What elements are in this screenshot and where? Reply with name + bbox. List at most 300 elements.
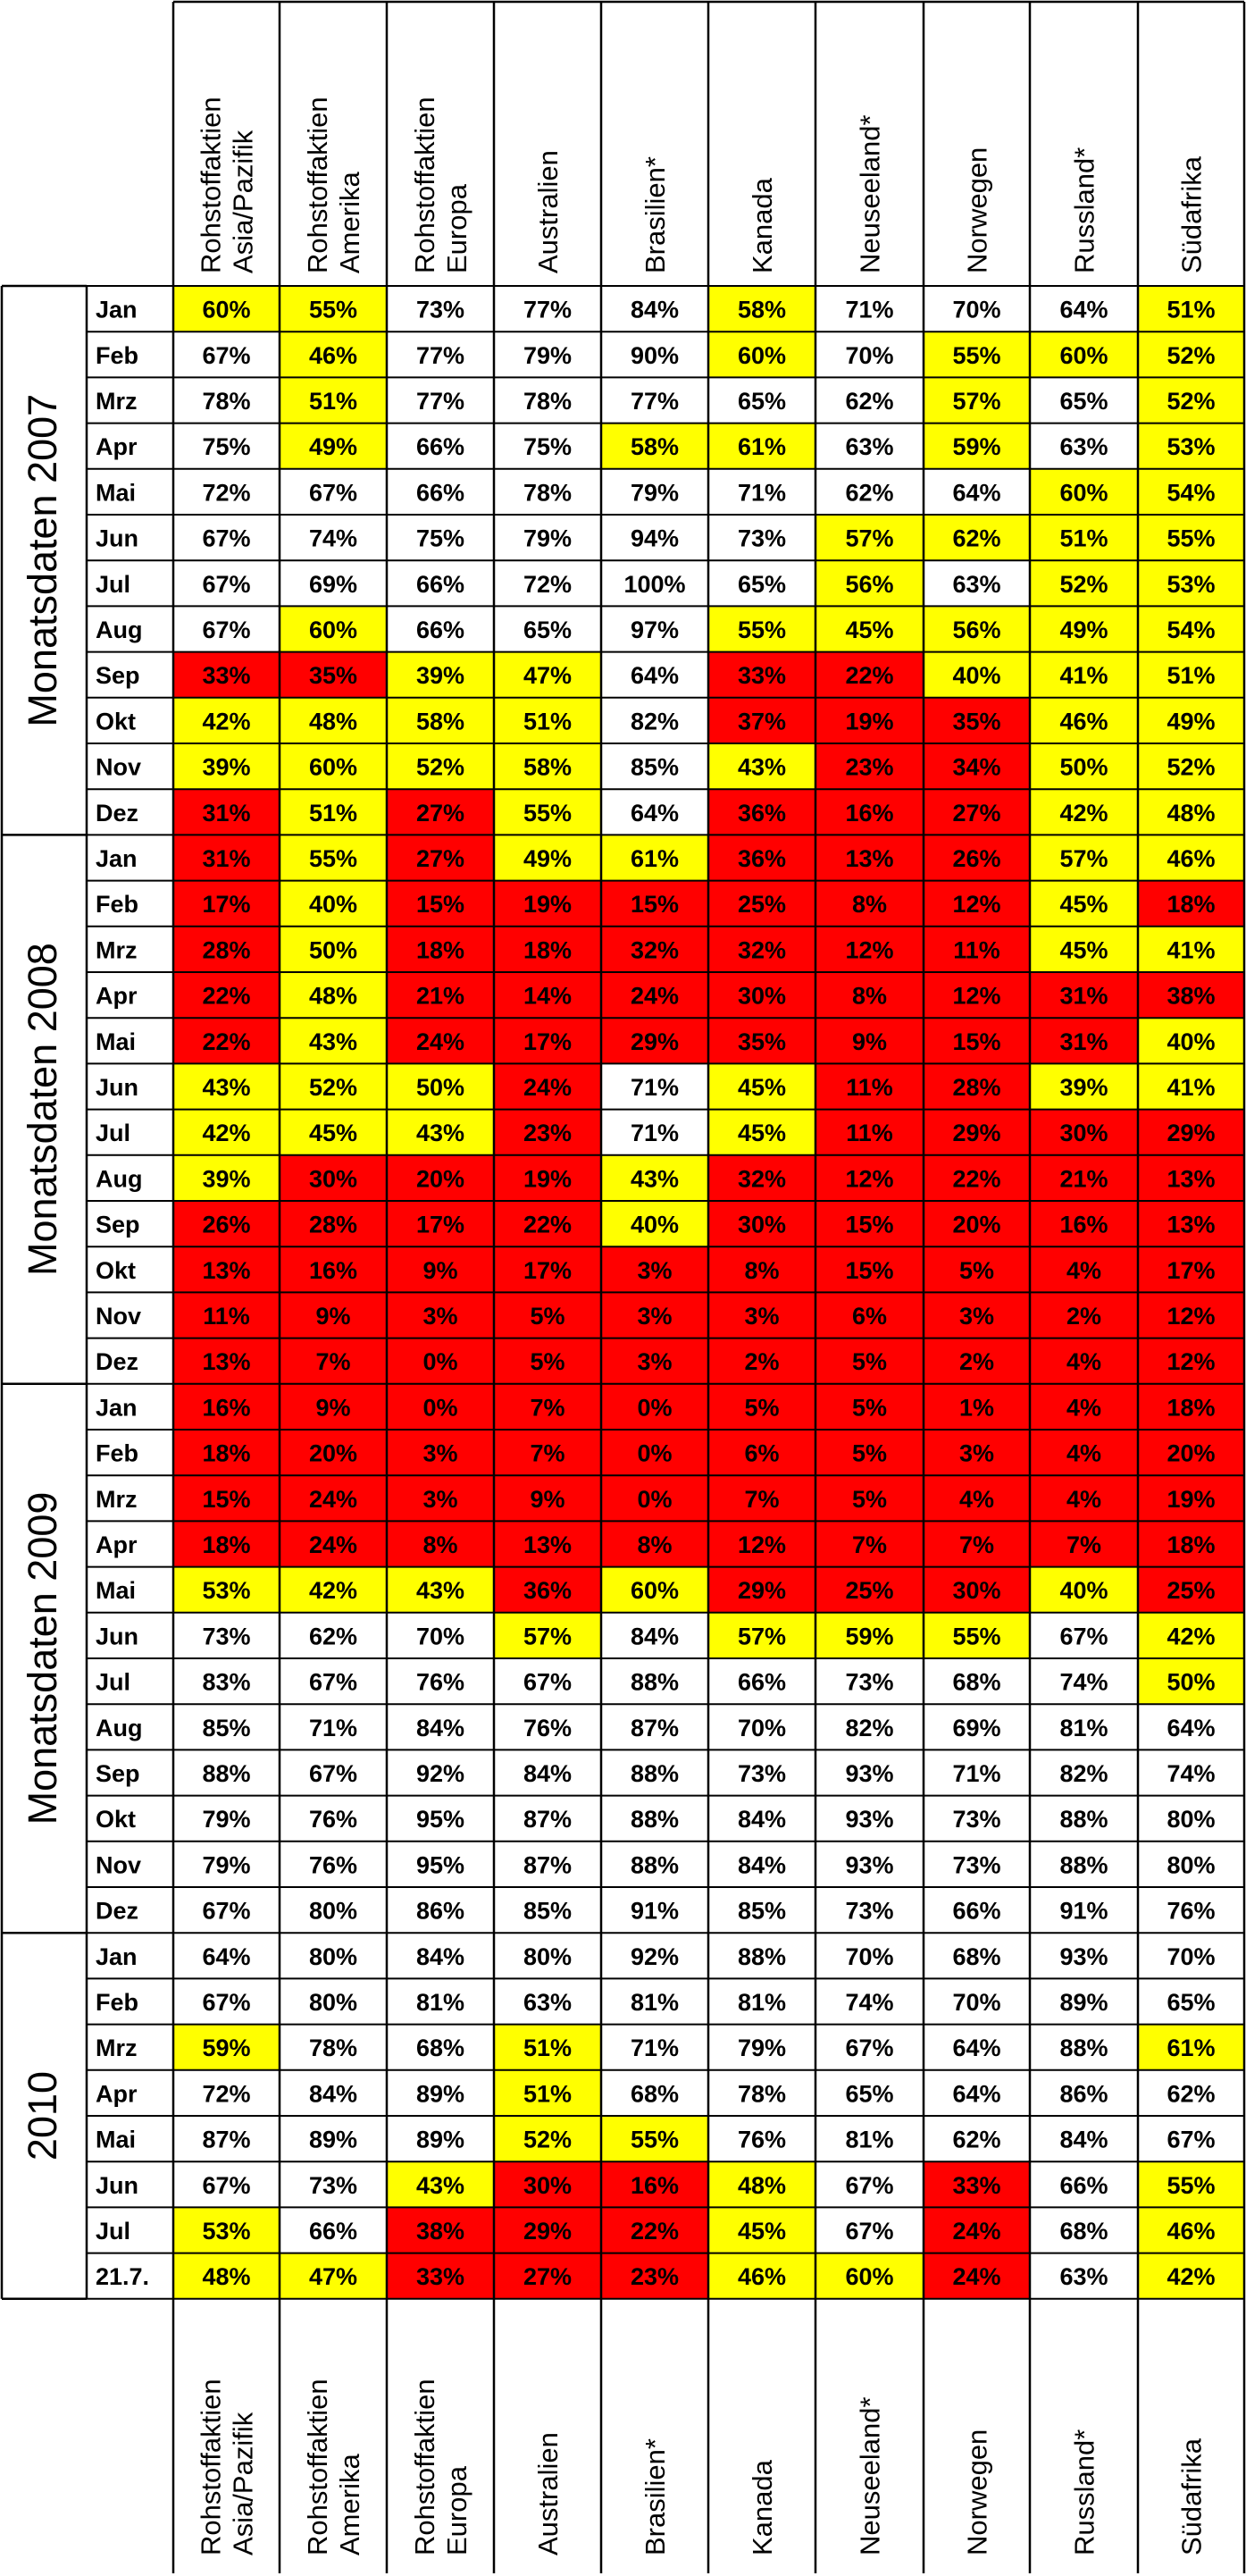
cell-value: 9% bbox=[422, 1256, 458, 1284]
cell-value: 67% bbox=[202, 1897, 251, 1925]
cell-value: 43% bbox=[308, 1028, 358, 1055]
cell-value: 13% bbox=[202, 1348, 251, 1376]
cell-value: 67% bbox=[845, 2171, 894, 2199]
cell-value: 66% bbox=[415, 433, 465, 461]
cell-value: 88% bbox=[202, 1760, 251, 1787]
cell-value: 78% bbox=[308, 2035, 358, 2062]
cell-value: 40% bbox=[630, 1211, 680, 1238]
cell-value: 20% bbox=[308, 1439, 358, 1467]
cell-value: 6% bbox=[744, 1439, 780, 1467]
cell-value: 95% bbox=[415, 1806, 465, 1833]
cell-value: 45% bbox=[1059, 936, 1108, 964]
cell-value: 28% bbox=[202, 936, 251, 964]
cell-value: 17% bbox=[415, 1211, 465, 1238]
cell-value: 55% bbox=[630, 2126, 680, 2153]
cell-value: 20% bbox=[415, 1165, 465, 1193]
cell-value: 12% bbox=[1167, 1303, 1216, 1330]
cell-value: 66% bbox=[952, 1897, 1001, 1925]
cell-value: 74% bbox=[845, 1989, 894, 2016]
column-header-bottom: Rohstoffaktien bbox=[302, 2379, 333, 2555]
cell-value: 16% bbox=[308, 1256, 358, 1284]
month-label: Apr bbox=[96, 982, 138, 1010]
cell-value: 63% bbox=[1059, 433, 1108, 461]
cell-value: 67% bbox=[202, 617, 251, 643]
cell-value: 11% bbox=[846, 1074, 893, 1101]
cell-value: 67% bbox=[845, 2218, 894, 2245]
cell-value: 76% bbox=[415, 1668, 465, 1696]
cell-value: 46% bbox=[308, 341, 358, 369]
cell-value: 80% bbox=[308, 1989, 358, 2016]
cell-value: 5% bbox=[530, 1303, 565, 1330]
cell-value: 87% bbox=[523, 1806, 573, 1833]
month-label: Mrz bbox=[96, 2035, 138, 2062]
cell-value: 49% bbox=[308, 433, 358, 461]
cell-value: 89% bbox=[308, 2126, 358, 2153]
cell-value: 77% bbox=[415, 388, 465, 415]
cell-value: 78% bbox=[523, 479, 573, 507]
cell-value: 90% bbox=[630, 341, 680, 369]
cell-value: 26% bbox=[202, 1211, 251, 1238]
column-header-bottom: Norwegen bbox=[961, 2429, 993, 2555]
cell-value: 66% bbox=[415, 617, 465, 643]
cell-value: 9% bbox=[530, 1485, 565, 1513]
cell-value: 81% bbox=[630, 1989, 680, 2016]
cell-value: 85% bbox=[202, 1714, 251, 1741]
cell-value: 73% bbox=[308, 2171, 358, 2199]
column-header-bottom: Amerika bbox=[334, 2454, 365, 2555]
cell-value: 88% bbox=[630, 1851, 680, 1879]
cell-value: 27% bbox=[415, 799, 465, 827]
cell-value: 28% bbox=[308, 1211, 358, 1238]
cell-value: 55% bbox=[523, 799, 573, 827]
column-header-top: Neuseeland* bbox=[854, 114, 886, 273]
cell-value: 93% bbox=[845, 1806, 894, 1833]
cell-value: 62% bbox=[845, 388, 894, 415]
cell-value: 15% bbox=[952, 1028, 1001, 1055]
cell-value: 23% bbox=[630, 2263, 680, 2291]
cell-value: 14% bbox=[523, 982, 573, 1010]
cell-value: 74% bbox=[1167, 1760, 1216, 1787]
cell-value: 58% bbox=[737, 296, 787, 323]
cell-value: 64% bbox=[630, 799, 680, 827]
cell-value: 47% bbox=[523, 662, 573, 690]
cell-value: 92% bbox=[415, 1760, 465, 1787]
cell-value: 3% bbox=[422, 1439, 458, 1467]
cell-value: 30% bbox=[737, 982, 787, 1010]
cell-value: 76% bbox=[308, 1806, 358, 1833]
month-label: Jun bbox=[96, 1623, 139, 1650]
cell-value: 64% bbox=[952, 479, 1001, 507]
cell-value: 79% bbox=[523, 341, 573, 369]
month-label: Jan bbox=[96, 296, 138, 323]
cell-value: 7% bbox=[851, 1531, 888, 1558]
cell-value: 75% bbox=[202, 433, 251, 461]
cell-value: 93% bbox=[1059, 1942, 1108, 1970]
month-label: Apr bbox=[96, 1531, 138, 1558]
cell-value: 2% bbox=[744, 1348, 780, 1376]
cell-value: 73% bbox=[952, 1806, 1001, 1833]
cell-value: 55% bbox=[308, 845, 358, 872]
cell-value: 22% bbox=[202, 982, 251, 1010]
column-header-top: Amerika bbox=[334, 172, 365, 273]
cell-value: 72% bbox=[523, 570, 573, 598]
cell-value: 51% bbox=[1059, 524, 1108, 552]
cell-value: 81% bbox=[737, 1989, 787, 2016]
cell-value: 86% bbox=[415, 1897, 465, 1925]
cell-value: 65% bbox=[737, 570, 787, 598]
cell-value: 24% bbox=[523, 1074, 573, 1101]
cell-value: 22% bbox=[630, 2218, 680, 2245]
cell-value: 52% bbox=[1059, 570, 1108, 598]
cell-value: 92% bbox=[630, 1942, 680, 1970]
cell-value: 0% bbox=[422, 1394, 458, 1422]
cell-value: 54% bbox=[1167, 617, 1216, 643]
cell-value: 0% bbox=[422, 1348, 458, 1376]
month-label: Aug bbox=[96, 1165, 143, 1193]
column-header-bottom: Australien bbox=[532, 2432, 564, 2555]
month-label: Jul bbox=[96, 2218, 131, 2245]
cell-value: 73% bbox=[845, 1897, 894, 1925]
cell-value: 91% bbox=[1059, 1897, 1108, 1925]
cell-value: 9% bbox=[315, 1303, 351, 1330]
cell-value: 17% bbox=[523, 1256, 573, 1284]
cell-value: 30% bbox=[1059, 1120, 1108, 1147]
cell-value: 22% bbox=[845, 662, 894, 690]
cell-value: 9% bbox=[851, 1028, 888, 1055]
cell-value: 80% bbox=[308, 1942, 358, 1970]
cell-value: 36% bbox=[737, 799, 787, 827]
cell-value: 82% bbox=[1059, 1760, 1108, 1787]
column-header-top: Norwegen bbox=[961, 147, 993, 273]
cell-value: 61% bbox=[737, 433, 787, 461]
cell-value: 46% bbox=[1059, 708, 1108, 735]
cell-value: 84% bbox=[737, 1806, 787, 1833]
cell-value: 61% bbox=[1167, 2035, 1216, 2062]
column-header-top: Russland* bbox=[1068, 147, 1100, 273]
cell-value: 45% bbox=[737, 1120, 787, 1147]
cell-value: 43% bbox=[737, 753, 787, 781]
cell-value: 66% bbox=[415, 479, 465, 507]
cell-value: 50% bbox=[1167, 1668, 1216, 1696]
cell-value: 41% bbox=[1167, 1074, 1216, 1101]
cell-value: 48% bbox=[202, 2263, 251, 2291]
cell-value: 84% bbox=[737, 1851, 787, 1879]
cell-value: 60% bbox=[1059, 479, 1108, 507]
cell-value: 11% bbox=[846, 1120, 893, 1147]
cell-value: 31% bbox=[1059, 982, 1108, 1010]
month-label: Mrz bbox=[96, 388, 138, 415]
cell-value: 45% bbox=[737, 1074, 787, 1101]
month-label: Aug bbox=[96, 617, 143, 643]
cell-value: 70% bbox=[952, 1989, 1001, 2016]
cell-value: 13% bbox=[1167, 1211, 1216, 1238]
cell-value: 88% bbox=[1059, 2035, 1108, 2062]
month-label: Jul bbox=[96, 1668, 131, 1696]
cell-value: 12% bbox=[845, 936, 894, 964]
cell-value: 33% bbox=[202, 662, 251, 690]
cell-value: 42% bbox=[1167, 2263, 1216, 2291]
cell-value: 56% bbox=[845, 570, 894, 598]
cell-value: 51% bbox=[308, 388, 358, 415]
cell-value: 85% bbox=[523, 1897, 573, 1925]
cell-value: 12% bbox=[952, 982, 1001, 1010]
month-label: Jan bbox=[96, 1394, 138, 1422]
cell-value: 12% bbox=[737, 1531, 787, 1558]
cell-value: 27% bbox=[523, 2263, 573, 2291]
cell-value: 8% bbox=[637, 1531, 673, 1558]
cell-value: 60% bbox=[202, 296, 251, 323]
cell-value: 15% bbox=[202, 1485, 251, 1513]
cell-value: 24% bbox=[952, 2263, 1001, 2291]
cell-value: 87% bbox=[202, 2126, 251, 2153]
cell-value: 71% bbox=[630, 1074, 680, 1101]
cell-value: 4% bbox=[1066, 1256, 1102, 1284]
cell-value: 6% bbox=[851, 1303, 888, 1330]
month-label: Nov bbox=[96, 753, 142, 781]
cell-value: 77% bbox=[630, 388, 680, 415]
cell-value: 49% bbox=[1059, 617, 1108, 643]
cell-value: 70% bbox=[415, 1623, 465, 1650]
cell-value: 15% bbox=[415, 891, 465, 919]
cell-value: 75% bbox=[415, 524, 465, 552]
cell-value: 65% bbox=[1059, 388, 1108, 415]
cell-value: 55% bbox=[952, 341, 1001, 369]
cell-value: 76% bbox=[308, 1851, 358, 1879]
cell-value: 27% bbox=[952, 799, 1001, 827]
month-label: Jul bbox=[96, 1120, 131, 1147]
cell-value: 60% bbox=[308, 753, 358, 781]
cell-value: 17% bbox=[523, 1028, 573, 1055]
cell-value: 70% bbox=[845, 1942, 894, 1970]
cell-value: 51% bbox=[523, 708, 573, 735]
cell-value: 65% bbox=[523, 617, 573, 643]
cell-value: 52% bbox=[1167, 753, 1216, 781]
cell-value: 65% bbox=[1167, 1989, 1216, 2016]
cell-value: 53% bbox=[1167, 570, 1216, 598]
cell-value: 71% bbox=[308, 1714, 358, 1741]
cell-value: 73% bbox=[952, 1851, 1001, 1879]
cell-value: 77% bbox=[523, 296, 573, 323]
cell-value: 42% bbox=[202, 708, 251, 735]
cell-value: 5% bbox=[851, 1485, 888, 1513]
cell-value: 36% bbox=[523, 1577, 573, 1605]
cell-value: 75% bbox=[523, 433, 573, 461]
cell-value: 22% bbox=[202, 1028, 251, 1055]
cell-value: 16% bbox=[1059, 1211, 1108, 1238]
cell-value: 18% bbox=[1167, 891, 1216, 919]
month-label: Dez bbox=[96, 1897, 139, 1925]
cell-value: 13% bbox=[1167, 1165, 1216, 1193]
cell-value: 51% bbox=[523, 2080, 573, 2108]
cell-value: 57% bbox=[737, 1623, 787, 1650]
column-header-bottom: Südafrika bbox=[1175, 2438, 1208, 2555]
cell-value: 24% bbox=[415, 1028, 465, 1055]
cell-value: 72% bbox=[202, 2080, 251, 2108]
cell-value: 46% bbox=[737, 2263, 787, 2291]
cell-value: 64% bbox=[202, 1942, 251, 1970]
month-label: Aug bbox=[96, 1714, 143, 1741]
column-header-top: Asia/Pazifik bbox=[227, 130, 259, 273]
cell-value: 74% bbox=[1059, 1668, 1108, 1696]
cell-value: 19% bbox=[1167, 1485, 1216, 1513]
cell-value: 85% bbox=[737, 1897, 787, 1925]
cell-value: 23% bbox=[523, 1120, 573, 1147]
cell-value: 67% bbox=[523, 1668, 573, 1696]
cell-value: 5% bbox=[530, 1348, 565, 1376]
cell-value: 15% bbox=[630, 891, 680, 919]
cell-value: 18% bbox=[202, 1439, 251, 1467]
cell-value: 62% bbox=[952, 524, 1001, 552]
cell-value: 70% bbox=[737, 1714, 787, 1741]
column-header-bottom: Asia/Pazifik bbox=[227, 2412, 259, 2555]
cell-value: 22% bbox=[952, 1165, 1001, 1193]
cell-value: 52% bbox=[415, 753, 465, 781]
cell-value: 80% bbox=[1167, 1806, 1216, 1833]
cell-value: 62% bbox=[845, 479, 894, 507]
cell-value: 15% bbox=[845, 1211, 894, 1238]
cell-value: 55% bbox=[952, 1623, 1001, 1650]
cell-value: 60% bbox=[845, 2263, 894, 2291]
cell-value: 51% bbox=[1167, 296, 1216, 323]
cell-value: 57% bbox=[952, 388, 1001, 415]
cell-value: 31% bbox=[202, 799, 251, 827]
cell-value: 67% bbox=[202, 570, 251, 598]
month-label: Feb bbox=[96, 1989, 139, 2016]
cell-value: 3% bbox=[637, 1256, 673, 1284]
cell-value: 55% bbox=[737, 617, 787, 643]
cell-value: 79% bbox=[202, 1806, 251, 1833]
cell-value: 78% bbox=[737, 2080, 787, 2108]
cell-value: 57% bbox=[523, 1623, 573, 1650]
cell-value: 19% bbox=[845, 708, 894, 735]
month-label: Feb bbox=[96, 1439, 139, 1467]
cell-value: 12% bbox=[845, 1165, 894, 1193]
cell-value: 3% bbox=[637, 1348, 673, 1376]
cell-value: 17% bbox=[1167, 1256, 1216, 1284]
cell-value: 80% bbox=[308, 1897, 358, 1925]
cell-value: 63% bbox=[845, 433, 894, 461]
cell-value: 43% bbox=[415, 1577, 465, 1605]
cell-value: 7% bbox=[530, 1394, 565, 1422]
cell-value: 88% bbox=[630, 1760, 680, 1787]
cell-value: 87% bbox=[523, 1851, 573, 1879]
month-label: Apr bbox=[96, 2080, 138, 2108]
cell-value: 63% bbox=[523, 1989, 573, 2016]
month-label: Feb bbox=[96, 341, 139, 369]
month-label: Mai bbox=[96, 2126, 137, 2153]
cell-value: 52% bbox=[1167, 388, 1216, 415]
cell-value: 40% bbox=[308, 891, 358, 919]
cell-value: 40% bbox=[952, 662, 1001, 690]
month-label: Okt bbox=[96, 1256, 137, 1284]
cell-value: 93% bbox=[845, 1851, 894, 1879]
cell-value: 59% bbox=[952, 433, 1001, 461]
cell-value: 73% bbox=[415, 296, 465, 323]
cell-value: 42% bbox=[202, 1120, 251, 1147]
cell-value: 65% bbox=[737, 388, 787, 415]
cell-value: 93% bbox=[845, 1760, 894, 1787]
cell-value: 29% bbox=[737, 1577, 787, 1605]
cell-value: 53% bbox=[1167, 433, 1216, 461]
cell-value: 50% bbox=[415, 1074, 465, 1101]
cell-value: 66% bbox=[308, 2218, 358, 2245]
cell-value: 16% bbox=[202, 1394, 251, 1422]
cell-value: 66% bbox=[1059, 2171, 1108, 2199]
cell-value: 63% bbox=[1059, 2263, 1108, 2291]
month-label: Jun bbox=[96, 524, 139, 552]
cell-value: 69% bbox=[308, 570, 358, 598]
cell-value: 48% bbox=[308, 982, 358, 1010]
cell-value: 67% bbox=[308, 1668, 358, 1696]
cell-value: 79% bbox=[202, 1851, 251, 1879]
cell-value: 20% bbox=[952, 1211, 1001, 1238]
month-label: Mai bbox=[96, 1028, 137, 1055]
cell-value: 87% bbox=[630, 1714, 680, 1741]
cell-value: 67% bbox=[202, 524, 251, 552]
cell-value: 24% bbox=[952, 2218, 1001, 2245]
cell-value: 73% bbox=[737, 524, 787, 552]
cell-value: 17% bbox=[202, 891, 251, 919]
cell-value: 57% bbox=[1059, 845, 1108, 872]
cell-value: 29% bbox=[630, 1028, 680, 1055]
month-label: Nov bbox=[96, 1303, 142, 1330]
cell-value: 73% bbox=[202, 1623, 251, 1650]
cell-value: 88% bbox=[1059, 1806, 1108, 1833]
cell-value: 52% bbox=[1167, 341, 1216, 369]
cell-value: 0% bbox=[637, 1394, 673, 1422]
cell-value: 18% bbox=[415, 936, 465, 964]
cell-value: 67% bbox=[1167, 2126, 1216, 2153]
cell-value: 41% bbox=[1167, 936, 1216, 964]
month-label: Sep bbox=[96, 1211, 140, 1238]
cell-value: 57% bbox=[845, 524, 894, 552]
cell-value: 11% bbox=[203, 1303, 250, 1330]
cell-value: 50% bbox=[308, 936, 358, 964]
cell-value: 84% bbox=[415, 1942, 465, 1970]
cell-value: 64% bbox=[952, 2035, 1001, 2062]
cell-value: 45% bbox=[737, 2218, 787, 2245]
cell-value: 48% bbox=[737, 2171, 787, 2199]
cell-value: 33% bbox=[952, 2171, 1001, 2199]
cell-value: 50% bbox=[1059, 753, 1108, 781]
cell-value: 70% bbox=[952, 296, 1001, 323]
cell-value: 4% bbox=[1066, 1348, 1102, 1376]
column-header-bottom: Rohstoffaktien bbox=[409, 2379, 440, 2555]
cell-value: 20% bbox=[1167, 1439, 1216, 1467]
cell-value: 29% bbox=[1167, 1120, 1216, 1147]
cell-value: 60% bbox=[1059, 341, 1108, 369]
cell-value: 39% bbox=[415, 662, 465, 690]
cell-value: 25% bbox=[737, 891, 787, 919]
cell-value: 18% bbox=[523, 936, 573, 964]
cell-value: 71% bbox=[630, 2035, 680, 2062]
cell-value: 68% bbox=[630, 2080, 680, 2108]
cell-value: 47% bbox=[308, 2263, 358, 2291]
cell-value: 21% bbox=[415, 982, 465, 1010]
cell-value: 25% bbox=[845, 1577, 894, 1605]
cell-value: 89% bbox=[415, 2126, 465, 2153]
column-header-bottom: Europa bbox=[441, 2466, 472, 2555]
cell-value: 4% bbox=[1066, 1394, 1102, 1422]
cell-value: 7% bbox=[958, 1531, 995, 1558]
cell-value: 38% bbox=[415, 2218, 465, 2245]
cell-value: 82% bbox=[845, 1714, 894, 1741]
cell-value: 88% bbox=[1059, 1851, 1108, 1879]
cell-value: 60% bbox=[308, 617, 358, 643]
column-header-top: Europa bbox=[441, 184, 472, 273]
cell-value: 69% bbox=[952, 1714, 1001, 1741]
cell-value: 49% bbox=[1167, 708, 1216, 735]
